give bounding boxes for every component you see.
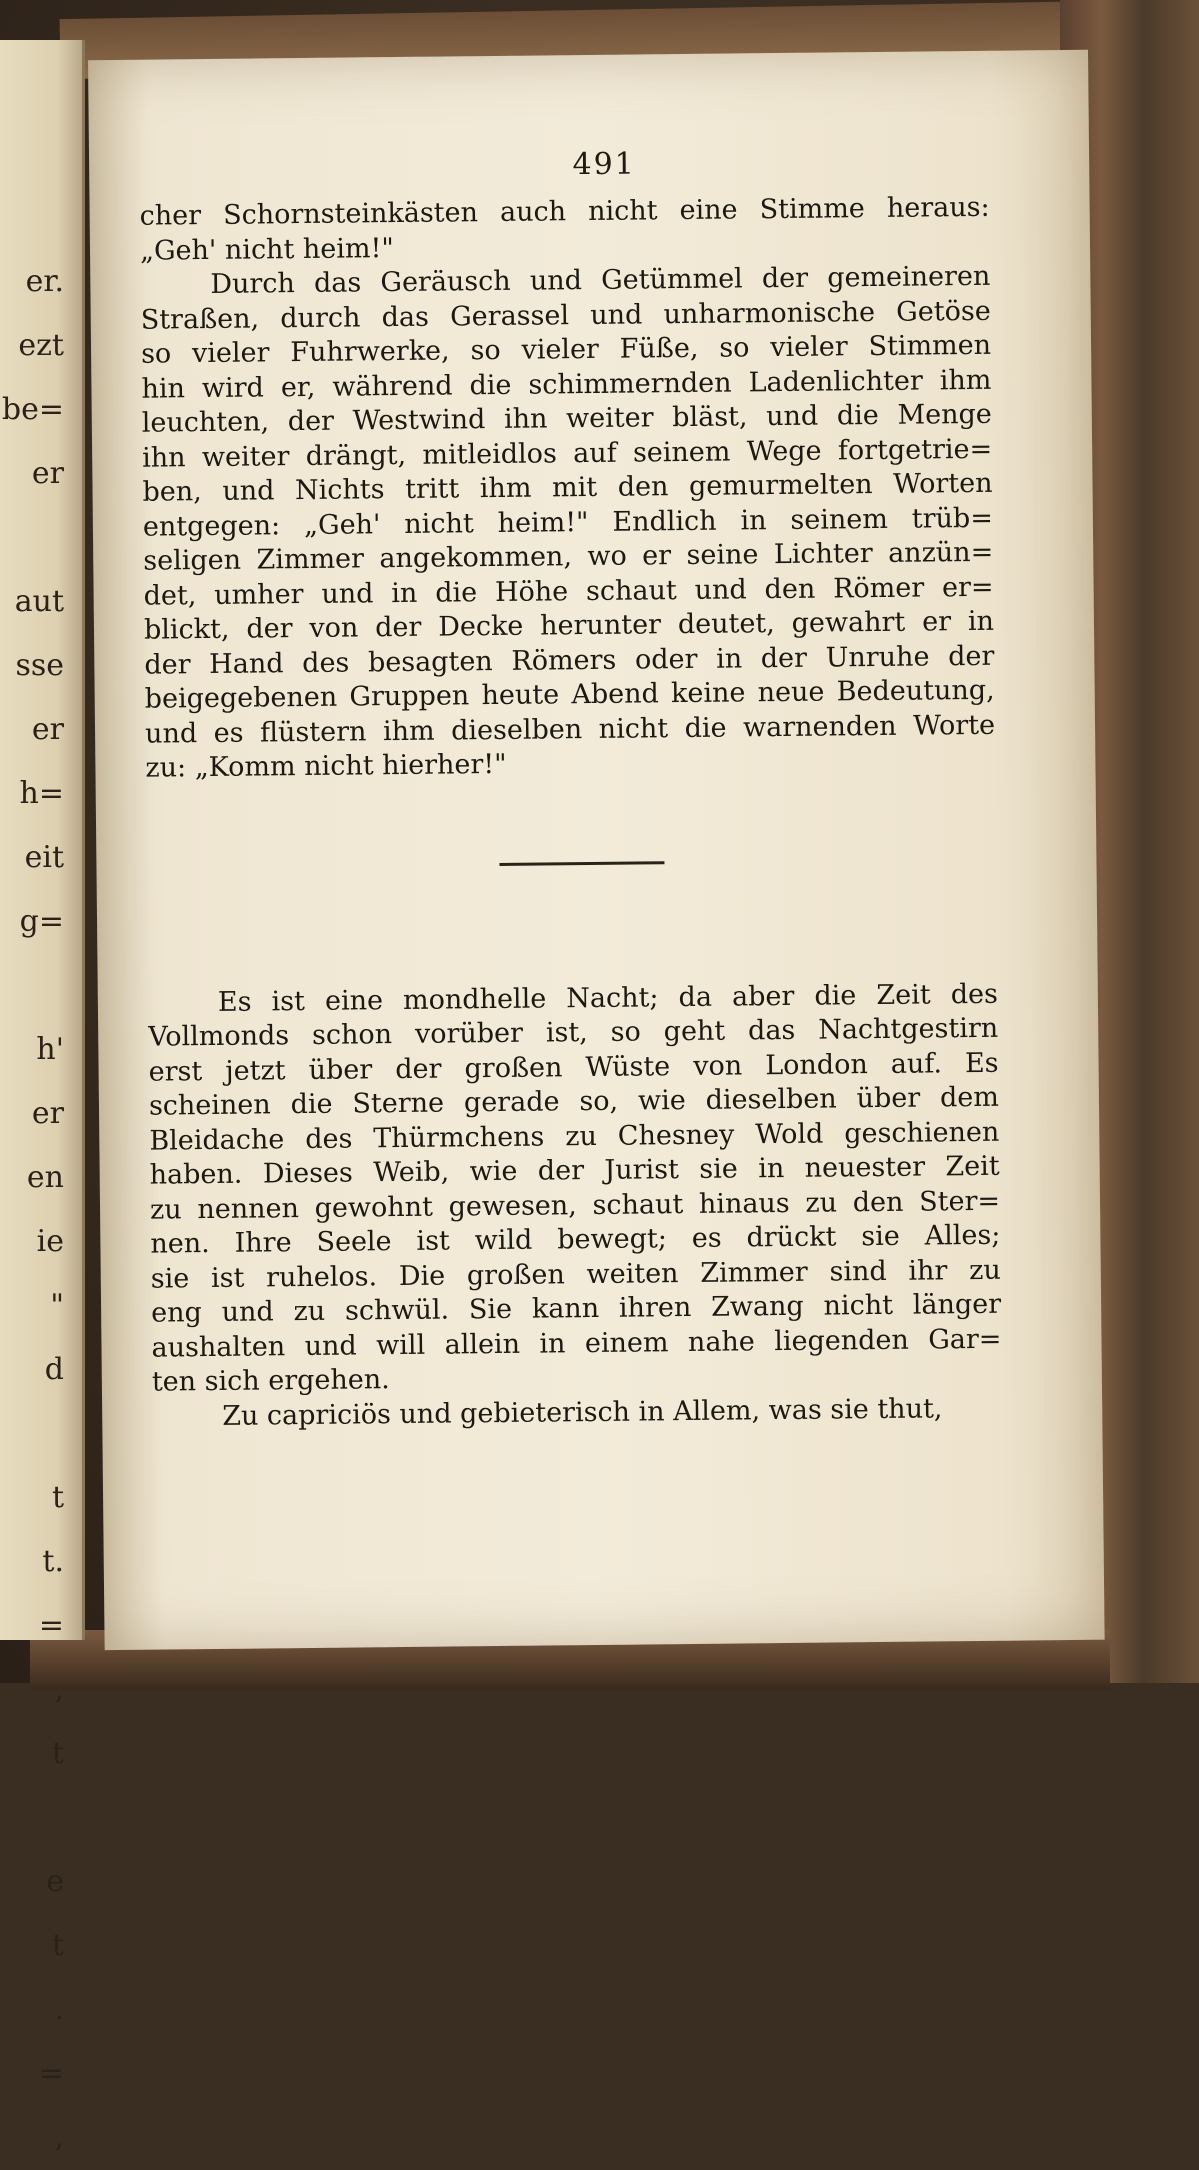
text-line: zu nennen gewohnt gewesen, schaut hinaus zu den Ster= (149, 1185, 1001, 1226)
left-page-fragment: e (46, 1864, 64, 1899)
right-page (88, 50, 1105, 1650)
left-page-fragment: t. (42, 1544, 64, 1579)
text-line: cher Schornsteinkästen auch nicht eine Stimme heraus: (139, 191, 990, 232)
left-page-fragment: , (54, 2120, 64, 2155)
left-page-fragment: h' (36, 1032, 64, 1067)
left-page-fragment: . (54, 1992, 64, 2027)
left-page-fragment: g= (19, 904, 64, 939)
left-page-fragment: t (51, 1736, 64, 1771)
text-line: blickt, der von der Decke herunter deutet, gewahrt er in (143, 605, 995, 646)
text-line: det, umher und in die Höhe schaut und den Römer er= (143, 571, 994, 612)
left-page-fragment: d (44, 1352, 64, 1387)
left-page-fragment: er (31, 1096, 64, 1131)
section-divider (499, 861, 664, 866)
left-page-fragment: ezt (18, 328, 64, 363)
paragraph-3-line: Zu capriciös und gebieterisch in Allem, was sie thut, (222, 1392, 943, 1432)
text-line: Vollmonds schon vorüber ist, so geht das Nachtgestirn (148, 1012, 999, 1053)
text-line: ben, und Nichts tritt ihm mit den gemurmelten Worten (142, 467, 993, 508)
left-page-fragment: ie (36, 1224, 64, 1259)
left-page-fragment: sse (15, 648, 64, 683)
left-page-fragment: h= (19, 776, 64, 811)
text-line: eng und zu schwül. Sie kann ihren Zwang nicht länger (150, 1288, 1002, 1329)
left-page-fragment: aut (14, 584, 64, 619)
text-line: beigegebenen Gruppen heute Abend keine neue Bedeutung, (144, 674, 995, 715)
text-line: sie ist ruhelos. Die großen weiten Zimmer sind ihr zu (150, 1254, 1001, 1295)
text-line: aushalten und will allein in einem nahe liegenden Gar= (151, 1323, 1002, 1364)
page-number: 491 (572, 146, 636, 183)
text-line: Straßen, durch das Gerassel und unharmonische Getöse (140, 295, 991, 336)
text-line: Es ist eine mondhelle Nacht; da aber die Zeit des (217, 978, 999, 1018)
left-page-fragment: be= (1, 392, 64, 427)
left-page-fragment: er (31, 456, 64, 491)
left-page-fragment (0, 1786, 82, 1850)
text-line: Bleidache des Thürmchens zu Chesney Wold geschienen (149, 1116, 1000, 1157)
text-line: nen. Ihre Seele ist wild bewegt; es drückt sie Alles; (150, 1219, 1001, 1260)
text-line: haben. Dieses Weib, wie der Jurist sie in neuester Zeit (149, 1150, 1000, 1191)
paragraph-2 (148, 977, 1002, 1400)
left-page-fragment: = (38, 2056, 64, 2091)
text-line: seligen Zimmer angekommen, wo er seine Lichter anzün= (143, 536, 994, 577)
left-page-fragment: t (51, 1480, 64, 1515)
paragraph-1 (139, 191, 995, 786)
text-line: ten sich ergehen. (151, 1364, 390, 1398)
text-line: leuchten, der Westwind ihn weiter bläst, und die Menge (141, 398, 992, 439)
left-page-fragment: eit (24, 840, 64, 875)
left-page-fragment (0, 506, 82, 570)
text-line: zu: „Komm nicht hierher!" (145, 748, 507, 784)
text-line: so vieler Fuhrwerke, so vieler Füße, so vieler Stimmen (140, 329, 992, 370)
page-text (139, 131, 1003, 1435)
text-line: „Geh' nicht heim!" (139, 232, 394, 267)
left-page-fragment: " (50, 1288, 64, 1323)
left-page-fragment (0, 954, 82, 1018)
text-line: ihn weiter drängt, mitleidlos auf seinem Wege fortgetrie= (142, 433, 993, 474)
left-page-fragment (0, 1402, 82, 1466)
left-page-fragment: , (54, 1672, 64, 1707)
text-line: der Hand des besagten Römers oder in der Unruhe der (144, 640, 995, 681)
text-line: scheinen die Sterne gerade so, wie dieselben über dem (148, 1081, 1000, 1122)
left-page-text-fragments (0, 250, 82, 2170)
text-line: Durch das Geräusch und Getümmel der gemeineren (210, 260, 991, 300)
left-page-fragment: er (31, 712, 64, 747)
text-line: und es flüstern ihm dieselben nicht die warnenden Worte (144, 709, 996, 750)
left-page-fragment: er. (25, 264, 64, 299)
left-page-fragment: = (38, 1608, 64, 1643)
left-page (0, 40, 85, 2155)
text-line: hin wird er, während die schimmernden Ladenlichter ihm (141, 364, 992, 405)
left-page-fragment: en (26, 1160, 64, 1195)
left-page-fragment: t (51, 1928, 64, 1963)
text-line: entgegen: „Geh' nicht heim!" Endlich in seinem trüb= (142, 502, 994, 543)
text-line: erst jetzt über der großen Wüste von London auf. Es (148, 1047, 999, 1088)
